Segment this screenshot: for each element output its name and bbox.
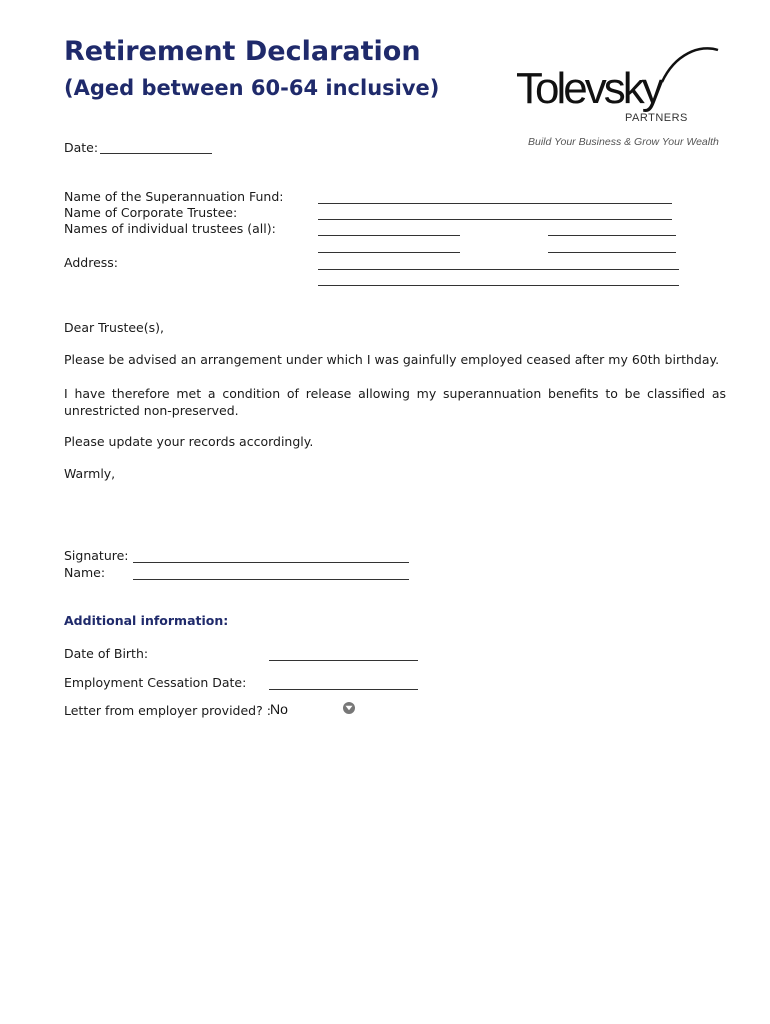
letter-paragraph-3: Please update your records accordingly. bbox=[64, 434, 314, 449]
address-label: Address: bbox=[64, 255, 118, 270]
salutation: Dear Trustee(s), bbox=[64, 320, 164, 335]
signature-label: Signature: bbox=[64, 548, 129, 563]
employer-letter-label: Letter from employer provided? : bbox=[64, 703, 271, 718]
logo-tagline: Build Your Business & Grow Your Wealth bbox=[528, 136, 719, 148]
address-line-2-field[interactable] bbox=[318, 285, 679, 286]
company-logo bbox=[510, 44, 720, 154]
additional-info-heading: Additional information: bbox=[64, 613, 229, 628]
trustee-3-field[interactable] bbox=[318, 252, 460, 253]
name-label: Name: bbox=[64, 565, 106, 580]
date-field[interactable] bbox=[100, 153, 212, 154]
employer-letter-select[interactable] bbox=[268, 699, 360, 719]
trustee-4-field[interactable] bbox=[548, 252, 676, 253]
corporate-trustee-field[interactable] bbox=[318, 219, 672, 220]
signature-field[interactable] bbox=[133, 562, 409, 563]
dob-label: Date of Birth: bbox=[64, 646, 149, 661]
trustee-2-field[interactable] bbox=[548, 235, 676, 236]
logo-wordmark: Tolevsky bbox=[516, 64, 661, 113]
individual-trustees-label: Names of individual trustees (all): bbox=[64, 221, 276, 236]
cessation-date-label: Employment Cessation Date: bbox=[64, 675, 247, 690]
logo-partners: PARTNERS bbox=[625, 112, 688, 124]
closing: Warmly, bbox=[64, 466, 116, 481]
fund-name-field[interactable] bbox=[318, 203, 672, 204]
letter-paragraph-1: Please be advised an arrangement under which I was gainfully employed ceased after my 60th birthday. bbox=[64, 352, 720, 367]
logo-swoosh-icon bbox=[660, 44, 720, 84]
dob-field[interactable] bbox=[269, 660, 418, 661]
trustee-1-field[interactable] bbox=[318, 235, 460, 236]
employer-letter-value: No bbox=[270, 701, 288, 717]
cessation-date-field[interactable] bbox=[269, 689, 418, 690]
document-title: Retirement Declaration bbox=[64, 36, 421, 67]
letter-paragraph-2: I have therefore met a condition of release allowing my superannuation benefits to be classified as unrestricted non-preserved. bbox=[64, 386, 726, 418]
address-line-1-field[interactable] bbox=[318, 269, 679, 270]
fund-name-label: Name of the Superannuation Fund: bbox=[64, 189, 284, 204]
document-subtitle: (Aged between 60-64 inclusive) bbox=[64, 76, 440, 100]
name-field[interactable] bbox=[133, 579, 409, 580]
date-label: Date: bbox=[64, 140, 99, 155]
corporate-trustee-label: Name of Corporate Trustee: bbox=[64, 205, 238, 220]
chevron-down-icon[interactable] bbox=[343, 702, 355, 714]
